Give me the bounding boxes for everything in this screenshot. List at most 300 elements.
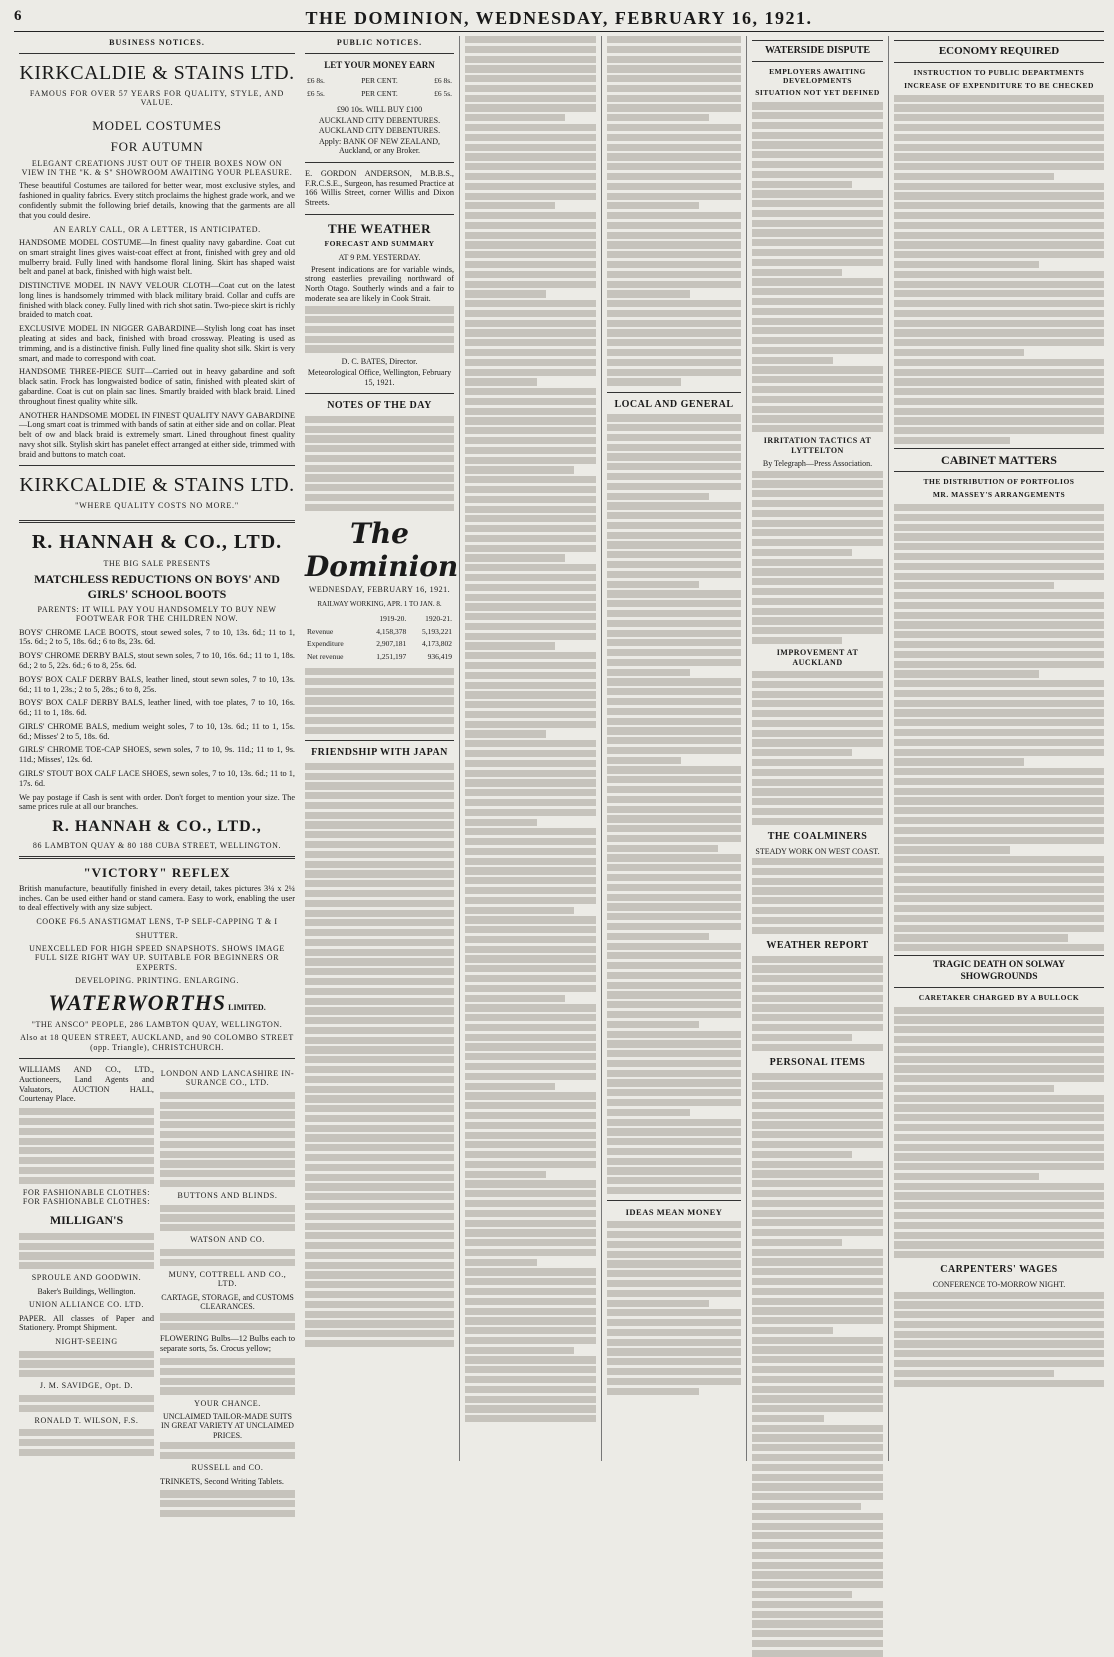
- text-line: [752, 710, 883, 717]
- text-line: [894, 1311, 1104, 1318]
- text-line: [607, 835, 741, 842]
- article-body: [752, 858, 883, 934]
- text-line: [894, 758, 1024, 765]
- rail-value: 936,419: [427, 652, 452, 662]
- text-line: [752, 1298, 883, 1305]
- text-line: [465, 378, 537, 385]
- text-line: [465, 437, 596, 444]
- text-line: [607, 630, 741, 637]
- text-line: [465, 369, 596, 376]
- text-line: [607, 1109, 690, 1116]
- text-line: [607, 766, 741, 773]
- text-line: [607, 359, 741, 366]
- text-line: [894, 124, 1104, 131]
- text-line: [465, 1132, 596, 1139]
- text-line: [465, 1239, 596, 1246]
- text-line: [465, 1220, 596, 1227]
- text-line: [752, 739, 883, 746]
- text-line: [752, 1346, 883, 1353]
- boot-item: GIRLS' CHROME TOE-CAP SHOES, sewn soles, 7 to 10, 9s. 11d.; 11 to 1, 9s. 11d.; Misses', 12s. 6d.: [19, 745, 295, 765]
- text-line: [752, 681, 883, 688]
- text-line: [752, 1591, 852, 1598]
- text-line: [752, 520, 883, 527]
- text-line: [465, 623, 596, 630]
- text-line: [607, 1319, 741, 1326]
- text-line: [607, 874, 741, 881]
- text-line: [752, 759, 883, 766]
- instruction-sub: INSTRUCTION TO PUBLIC DEPARTMENTS: [913, 67, 1085, 77]
- text-line: [752, 749, 852, 756]
- text-line: [752, 1425, 883, 1432]
- text-line: [465, 1386, 596, 1393]
- text-line: [894, 709, 1104, 716]
- boot-item: BOYS' BOX CALF DERBY BALS, leather lined, with toe plates, 7 to 10, 16s. 6d.; 11 to 1, 18s. 6d.: [19, 698, 295, 718]
- public-notices-column: [300, 36, 460, 1461]
- russell-ad: RUSSELL and CO.: [191, 1463, 264, 1473]
- text-line: [465, 447, 596, 454]
- text-line: [894, 573, 1104, 580]
- text-line: [894, 192, 1104, 199]
- text-line: [465, 417, 596, 424]
- text-line: [752, 627, 883, 634]
- text-line: [894, 856, 1104, 863]
- text-line: [607, 864, 741, 871]
- text-line: [465, 320, 596, 327]
- text-line: [894, 310, 1104, 317]
- text-line: [752, 1073, 883, 1080]
- text-line: [752, 406, 883, 413]
- text-line: [465, 104, 596, 111]
- rate-mid: PER CENT.: [361, 76, 398, 86]
- text-line: [607, 1119, 741, 1126]
- text-line: [607, 1089, 741, 1096]
- text-line: [752, 1121, 883, 1128]
- text-line: [894, 290, 1104, 297]
- text-line: [894, 670, 1039, 677]
- text-line: [607, 991, 741, 998]
- text-line: [465, 848, 596, 855]
- text-line: [752, 1131, 883, 1138]
- text-line: [465, 838, 596, 845]
- text-line: [465, 339, 596, 346]
- apply-note: Apply: BANK OF NEW ZEALAND, Auckland, or any Broker.: [319, 137, 440, 156]
- article-body: [894, 1292, 1104, 1387]
- text-line: [465, 594, 596, 601]
- text-line: [752, 112, 883, 119]
- text-line: [465, 711, 596, 718]
- text-line: [607, 173, 741, 180]
- text-line: [465, 936, 596, 943]
- text-line: [752, 357, 833, 364]
- model-costumes-heading: MODEL COSTUMES: [92, 117, 222, 133]
- text-line: [752, 549, 852, 556]
- text-line: [465, 290, 546, 297]
- text-line: [752, 1601, 883, 1608]
- text-line: [607, 786, 741, 793]
- text-line: [752, 239, 883, 246]
- text-line: [752, 347, 883, 354]
- rates-table: [305, 74, 454, 102]
- forecast-body: Present indications are for variable winds, strong easterlies prevailing northward of North Otago. Southerly winds and a fair to moderate sea are likely in Cook Strait.: [305, 264, 454, 303]
- article-body: [894, 95, 1104, 445]
- text-line: [465, 858, 596, 865]
- text-line: [465, 398, 596, 405]
- tragic-sub: CARETAKER CHARGED BY A BULLOCK: [918, 992, 1080, 1002]
- coalminers-heading: THE COALMINERS: [767, 830, 868, 842]
- text-line: [465, 545, 596, 552]
- text-line: [752, 637, 842, 644]
- text-line: [465, 691, 596, 698]
- rate-left: £6 5s.: [307, 88, 325, 98]
- text-line: [465, 261, 596, 268]
- text-line: [752, 1542, 883, 1549]
- text-line: [752, 1082, 883, 1089]
- text-line: [894, 1026, 1104, 1033]
- text-line: [465, 1376, 596, 1383]
- text-line: [607, 571, 741, 578]
- text-line: [607, 1187, 741, 1194]
- text-line: [894, 153, 1104, 160]
- text-line: [752, 220, 883, 227]
- text-line: [894, 807, 1104, 814]
- text-line: [752, 1650, 883, 1657]
- text-line: [465, 1268, 596, 1275]
- section-header: PUBLIC NOTICES.: [336, 38, 423, 47]
- text-line: [752, 588, 883, 595]
- boot-item: GIRLS' CHROME BALS, medium weight soles, 7 to 10, 13s. 6d.; 11 to 1, 15s. 6d.; Misses' 2 to 5, 18s. 6d.: [19, 721, 295, 741]
- paper-ad: PAPER. All classes of Paper and Stationery. Prompt Shipment.: [19, 1313, 154, 1333]
- text-line: [607, 369, 741, 376]
- text-line: [894, 369, 1104, 376]
- text-line: [465, 46, 596, 53]
- text-line: [607, 1021, 699, 1028]
- text-line: [752, 1317, 883, 1324]
- ideas-heading: IDEAS MEAN MONEY: [625, 1207, 723, 1218]
- let-money-heading: LET YOUR MONEY EARN: [324, 60, 435, 71]
- postage-note: We pay postage if Cash is sent with order. Don't forget to mention your size. The same prices rule at all our branches.: [19, 792, 295, 812]
- text-line: [894, 1321, 1104, 1328]
- text-line: [894, 1222, 1104, 1229]
- text-line: [752, 500, 883, 507]
- text-line: [465, 682, 596, 689]
- text-line: [894, 1340, 1104, 1347]
- friendship-heading: FRIENDSHIP WITH JAPAN: [311, 746, 448, 758]
- union-ad: UNION ALLIANCE CO. LTD.: [28, 1300, 145, 1310]
- text-line: [752, 1620, 883, 1627]
- text-line: [465, 359, 596, 366]
- text-line: [894, 1183, 1104, 1190]
- text-line: [465, 554, 565, 561]
- text-line: [894, 349, 1024, 356]
- text-line: [465, 1210, 596, 1217]
- text-line: [894, 320, 1104, 327]
- text-line: [894, 1104, 1104, 1111]
- text-line: [607, 727, 741, 734]
- text-line: [752, 259, 883, 266]
- text-line: [465, 173, 596, 180]
- spreule-sub: Baker's Buildings, Wellington.: [37, 1286, 136, 1296]
- boot-item: BOYS' CHROME DERBY BALS, stout sewn soles, 7 to 10, 16s. 6d.; 11 to 1, 18s. 6d.; 2 to 5, 22s. 6d.; 6 to 8, 25s. 6d.: [19, 651, 295, 670]
- text-line: [894, 700, 1104, 707]
- text-line: [894, 651, 1104, 658]
- text-line: [752, 171, 883, 178]
- text-line: [465, 95, 596, 102]
- text-line: [752, 995, 883, 1002]
- text-line: [607, 678, 741, 685]
- text-line: [465, 1083, 555, 1090]
- text-line: [894, 876, 1104, 883]
- text-line: [752, 1024, 883, 1031]
- text-line: [465, 408, 596, 415]
- text-line: [465, 1356, 596, 1363]
- kirkcaldie-tagline-2: "WHERE QUALITY COSTS NO MORE.": [75, 501, 239, 510]
- text-line: [752, 1444, 883, 1451]
- boot-item: BOYS' BOX CALF DERBY BALS, leather lined, stout sewn soles, 7 to 10, 13s. 6d.; 11 to 1, 23s.; 2 to 5, 28s.; 6 to 8, 25s.: [19, 674, 295, 694]
- text-line: [894, 251, 1104, 258]
- text-line: [465, 183, 596, 190]
- text-line: [607, 1128, 741, 1135]
- unclaimed-ad: UNCLAIMED TAILOR-MADE SUITS IN GREAT VARIETY AT UNCLAIMED PRICES.: [161, 1411, 294, 1440]
- text-line: [894, 768, 1104, 775]
- text-line: [752, 1434, 883, 1441]
- text-line: [465, 779, 596, 786]
- text-line: [607, 144, 741, 151]
- rail-value: 1,251,197: [376, 652, 407, 662]
- text-line: [607, 232, 741, 239]
- text-line: [752, 808, 883, 815]
- text-line: [465, 427, 596, 434]
- text-line: [465, 515, 596, 522]
- weather-heading: THE WEATHER: [328, 221, 431, 237]
- editorial-column: [460, 36, 602, 1461]
- text-line: [607, 261, 741, 268]
- text-line: [465, 486, 596, 493]
- text-line: [607, 1241, 741, 1248]
- text-line: [752, 1102, 883, 1109]
- waterside-sub: EMPLOYERS AWAITING DEVELOPMENTS: [769, 66, 866, 85]
- costume-item: HANDSOME MODEL COSTUME—In finest quality navy gabardine. Coat cut on smart straight lines gives waist-coat effect at front, finished with grey and old mulberry braid. Fully lined with handsome floral lining. Skirt has shaped waist belt and panel at back, finished with high waist belt.: [19, 238, 295, 277]
- text-line: [894, 886, 1104, 893]
- text-line: [752, 965, 883, 972]
- text-line: [752, 386, 883, 393]
- parents-note: PARENTS: IT WILL PAY YOU HANDSOMELY TO BUY NEW FOOTWEAR FOR THE CHILDREN NOW.: [37, 604, 277, 624]
- text-line: [752, 278, 883, 285]
- text-line: [752, 769, 883, 776]
- text-line: [465, 476, 596, 483]
- text-line: [894, 1350, 1104, 1357]
- text-line: [752, 529, 883, 536]
- text-line: [894, 388, 1104, 395]
- text-line: [607, 551, 741, 558]
- text-line: [465, 907, 574, 914]
- text-line: [607, 75, 741, 82]
- text-line: [607, 444, 741, 451]
- text-line: [465, 1415, 596, 1422]
- text-line: [465, 466, 574, 473]
- text-line: [607, 463, 741, 470]
- text-line: [752, 779, 883, 786]
- article-body: [752, 102, 883, 432]
- text-line: [752, 1004, 883, 1011]
- text-line: [894, 1173, 1039, 1180]
- text-line: [465, 1141, 596, 1148]
- text-line: [752, 1337, 883, 1344]
- tragic-heading: TRAGIC DEATH ON SOLWAY SHOWGROUNDS: [894, 955, 1104, 987]
- text-line: [894, 408, 1104, 415]
- table-header: 1920-21.: [425, 613, 452, 623]
- text-line: [607, 104, 741, 111]
- forecast-time: AT 9 P.M. YESTERDAY.: [338, 253, 421, 263]
- text-line: [607, 1177, 741, 1184]
- text-line: [607, 453, 741, 460]
- text-line: [465, 75, 596, 82]
- text-line: [752, 1141, 883, 1148]
- text-line: [607, 933, 709, 940]
- text-line: [465, 1063, 596, 1070]
- text-line: [465, 56, 596, 63]
- text-line: [607, 1138, 741, 1145]
- text-line: [894, 1095, 1104, 1102]
- text-line: [894, 1065, 1104, 1072]
- text-line: [752, 181, 852, 188]
- text-line: [894, 621, 1104, 628]
- text-line: [894, 1144, 1104, 1151]
- reflex-enlarge: UNEXCELLED FOR HIGH SPEED SNAPSHOTS. SHOWS IMAGE FULL SIZE RIGHT WAY UP. SUITABLE FOR BEGINNERS OR EXPERTS.: [29, 944, 285, 972]
- text-line: [752, 1395, 883, 1402]
- text-line: [752, 1630, 883, 1637]
- will-buy: £90 10s. WILL BUY £100: [336, 104, 423, 114]
- text-line: [752, 1170, 883, 1177]
- text-line: [465, 652, 596, 659]
- text-line: [465, 672, 596, 679]
- boot-item: BOYS' CHROME LACE BOOTS, stout sewed soles, 7 to 10, 13s. 6d.; 11 to 1, 15s. 6d.; 2 to 5, 18s. 6d.; 6 to 8s, 23s. 6d.: [19, 627, 295, 647]
- text-line: [894, 398, 1104, 405]
- carpenters-sub: CONFERENCE TO-MORROW NIGHT.: [932, 1280, 1066, 1290]
- text-line: [607, 1309, 741, 1316]
- text-line: [752, 858, 883, 865]
- text-line: [607, 639, 741, 646]
- text-line: [607, 982, 741, 989]
- hannah-address: 86 LAMBTON QUAY & 80 188 CUBA STREET, WELLINGTON.: [32, 841, 282, 851]
- text-line: [607, 95, 741, 102]
- text-line: [752, 1523, 883, 1530]
- railway-heading: RAILWAY WORKING, APR. 1 TO JAN. 8.: [317, 600, 442, 609]
- text-line: [465, 1249, 596, 1256]
- text-line: [894, 1153, 1104, 1160]
- text-line: [465, 349, 596, 356]
- text-line: [894, 339, 1104, 346]
- text-line: [894, 1192, 1104, 1199]
- text-line: [607, 1079, 741, 1086]
- text-line: [607, 329, 741, 336]
- text-line: [752, 617, 883, 624]
- text-line: [752, 1268, 883, 1275]
- text-line: [752, 327, 883, 334]
- text-line: [465, 1102, 596, 1109]
- text-line: [465, 985, 596, 992]
- text-line: [465, 730, 546, 737]
- text-line: [607, 434, 741, 441]
- text-line: [894, 95, 1104, 102]
- text-line: [607, 1251, 741, 1258]
- text-line: [465, 584, 596, 591]
- costume-item: EXCLUSIVE MODEL IN NIGGER GABARDINE—Stylish long coat has inset pleating at sides and back, finished with broad crossway. Pleating is used as trimming, and is a distinctive finish. Fully lined fine quality shot silk. Skirt is very smart, and made to correspond with coat.: [19, 324, 295, 363]
- text-line: [894, 163, 1104, 170]
- text-line: [752, 1210, 883, 1217]
- text-line: [894, 1114, 1104, 1121]
- text-line: [607, 163, 741, 170]
- text-line: [752, 396, 883, 403]
- text-line: [752, 210, 883, 217]
- distribution-sub: THE DISTRIBUTION OF PORTFOLIOS: [923, 477, 1075, 487]
- text-line: [894, 1301, 1104, 1308]
- london-ad: LONDON AND LANCASHIRE IN-SURANCE CO., LTD.: [160, 1069, 295, 1088]
- text-line: [607, 193, 741, 200]
- text-line: [465, 1092, 596, 1099]
- text-line: [752, 788, 883, 795]
- text-line: [752, 608, 883, 615]
- article-body: [607, 414, 741, 1194]
- forecast-heading: FORECAST AND SUMMARY: [324, 239, 435, 249]
- weather-report-heading: WEATHER REPORT: [766, 939, 869, 951]
- gordon-notice: E. GORDON ANDERSON, M.B.B.S., F.R.C.S.E., Surgeon, has resumed Practice at 166 Willis Street, corner Willis and Dixon Streets.: [305, 168, 454, 208]
- text-line: [752, 907, 883, 914]
- text-line: [894, 329, 1104, 336]
- text-line: [465, 1298, 596, 1305]
- text-line: [465, 144, 596, 151]
- text-line: [607, 532, 741, 539]
- text-line: [752, 878, 883, 885]
- text-line: [894, 719, 1104, 726]
- text-line: [894, 212, 1104, 219]
- text-line: [894, 739, 1104, 746]
- text-line: [607, 271, 741, 278]
- text-line: [894, 612, 1104, 619]
- text-line: [465, 1347, 574, 1354]
- increase-sub: INCREASE OF EXPENDITURE TO BE CHECKED: [904, 80, 1094, 90]
- reflex-shutter: SHUTTER.: [135, 930, 179, 940]
- text-line: [894, 846, 1010, 853]
- text-line: [465, 1151, 596, 1158]
- text-line: [607, 1290, 741, 1297]
- reflex-price: COOKE F6.5 ANASTIGMAT LENS, T-P SELF-CAPPING T & I: [36, 917, 278, 927]
- text-line: [465, 124, 596, 131]
- text-line: [607, 300, 741, 307]
- text-line: [607, 310, 741, 317]
- text-line: [752, 366, 883, 373]
- text-line: [894, 1007, 1104, 1014]
- text-line: [752, 1044, 883, 1051]
- text-line: [465, 388, 596, 395]
- text-line: [894, 202, 1104, 209]
- text-line: [894, 1046, 1104, 1053]
- text-line: [607, 1031, 741, 1038]
- text-line: [752, 1249, 883, 1256]
- text-line: [607, 708, 741, 715]
- text-line: [465, 633, 596, 640]
- text-line: [894, 749, 1104, 756]
- text-line: [894, 934, 1068, 941]
- text-line: [607, 502, 741, 509]
- text-line: [894, 582, 1054, 589]
- text-line: [465, 809, 596, 816]
- text-line: [465, 1308, 596, 1315]
- text-line: [752, 1278, 883, 1285]
- text-line: [465, 535, 596, 542]
- text-line: [465, 1229, 596, 1236]
- text-line: [894, 1370, 1054, 1377]
- text-line: [894, 232, 1104, 239]
